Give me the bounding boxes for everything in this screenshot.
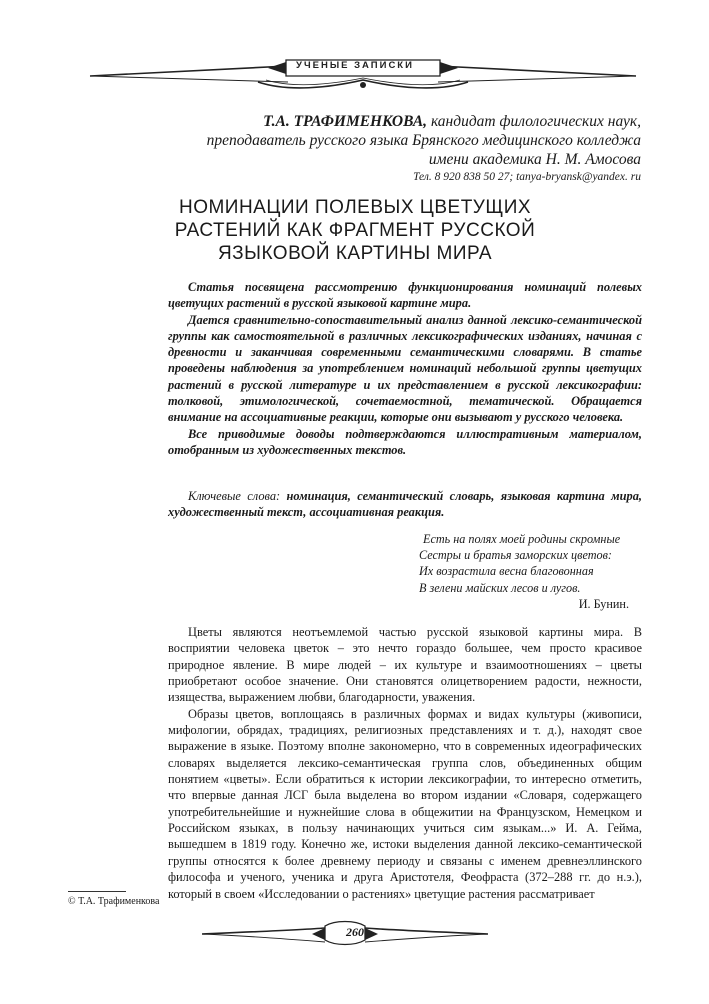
- keywords: [168, 488, 642, 521]
- title-line-1: НОМИНАЦИИ ПОЛЕВЫХ ЦВЕТУЩИХ: [178, 197, 532, 218]
- page-number: 260: [346, 925, 364, 939]
- author-name: Т.А. ТРАФИМЕНКОВА,: [263, 113, 428, 130]
- journal-title: УЧЕНЫЕ ЗАПИСКИ: [296, 60, 414, 71]
- article-title: [140, 196, 570, 265]
- epigraph-line: В зелени майских лесов и лугов.: [419, 580, 581, 595]
- body-paragraph: Цветы являются неотъемлемой частью русской языковой картины мира. В восприятии человека цветок – это нечто гораздо большее, чем просто красивое природное явление. В мире людей – их культуре и взаимоотношениях – цветы приобретают особое значение. Они становятся олицетворением радости, нежности, изящества, выражением любви, благодарности, уважения.: [168, 625, 642, 705]
- epigraph-author: И. Бунин.: [578, 596, 629, 611]
- abstract-paragraph: Дается сравнительно-сопоставительный анализ данной лексико-семантической группы как самостоятельной в различных лексикографических изданиях, начиная с древности и заканчивая современными семантическими словарями. В статье проведены наблюдения за употреблением номинаций небольшой группы цветущих растений в русской литературе и их представлением в русской лексикографии: толковой, этимологической, сочетаемостной, тематической. Обращается внимание на ассоциативные реакции, которые они вызывают у русского человека.: [168, 312, 642, 425]
- epigraph-line: Есть на полях моей родины скромные: [423, 532, 621, 546]
- keywords-text: номинация, семантический словарь, языковая картина мира, художественный текст, ассоциативная реакция.: [168, 489, 642, 520]
- author-block: [121, 112, 641, 186]
- title-line-2: РАСТЕНИЙ КАК ФРАГМЕНТ РУССКОЙ: [174, 220, 536, 241]
- author-position: преподаватель русского языка Брянского медицинского колледжа: [206, 132, 641, 149]
- body-text: [168, 624, 642, 902]
- author-institution: имени академика Н. М. Амосова: [428, 151, 641, 168]
- author-degree: кандидат филологических наук,: [427, 113, 641, 130]
- epigraph: [419, 531, 639, 612]
- epigraph-line: Их возрастила весна благовонная: [419, 564, 594, 579]
- keywords-label: Ключевые слова:: [188, 489, 287, 503]
- body-paragraph: Образы цветов, воплощаясь в различных формах и видах культуры (живописи, мифологии, обрядах, традициях, религиозных представлениях и т. д.), находят свое выражение в языке. Поэтому вполне закономерно, что в современных идеографических словарях выделяется лексико-семантическая группа слов, объединенных общим понятием «цветы». Если обратиться к истории лексикографии, то интересно отметить, что впервые данная ЛСГ была выделена во втором издании «Словаря, содержащего употребительнейшие и нужнейшие слова в общежитии на Французском, Немецком и Российском языках, в пользу начинающих учиться сим языкам...» И. А. Гейма, вышедшем в 1819 году. Конечно же, истоки выделения данной лексико-семантической группы относятся к более древнему периоду и связаны с именем древнеэллинского философа и ученого, ученика и друга Аристотеля, Феофраста (372–288 гг. до н.э.), который в своем «Исследовании о растениях» цветущие растения рассматривает: [168, 706, 642, 901]
- footnote: © Т.А. Трафименкова: [68, 896, 160, 907]
- abstract-paragraph: Все приводимые доводы подтверждаются иллюстративным материалом, отобранным из художественных текстов.: [168, 426, 642, 457]
- title-line-3: ЯЗЫКОВОЙ КАРТИНЫ МИРА: [217, 243, 493, 264]
- abstract: [168, 279, 642, 458]
- abstract-paragraph: Статья посвящена рассмотрению функционирования номинаций полевых цветущих растений в русской языковой картине мира.: [168, 280, 642, 311]
- author-contacts: Тел. 8 920 838 50 27; tanya-bryansk@yandex. ru: [413, 171, 641, 183]
- epigraph-line: Сестры и братья заморских цветов:: [419, 548, 612, 563]
- footnote-rule: [68, 891, 126, 892]
- author-line: [121, 112, 641, 131]
